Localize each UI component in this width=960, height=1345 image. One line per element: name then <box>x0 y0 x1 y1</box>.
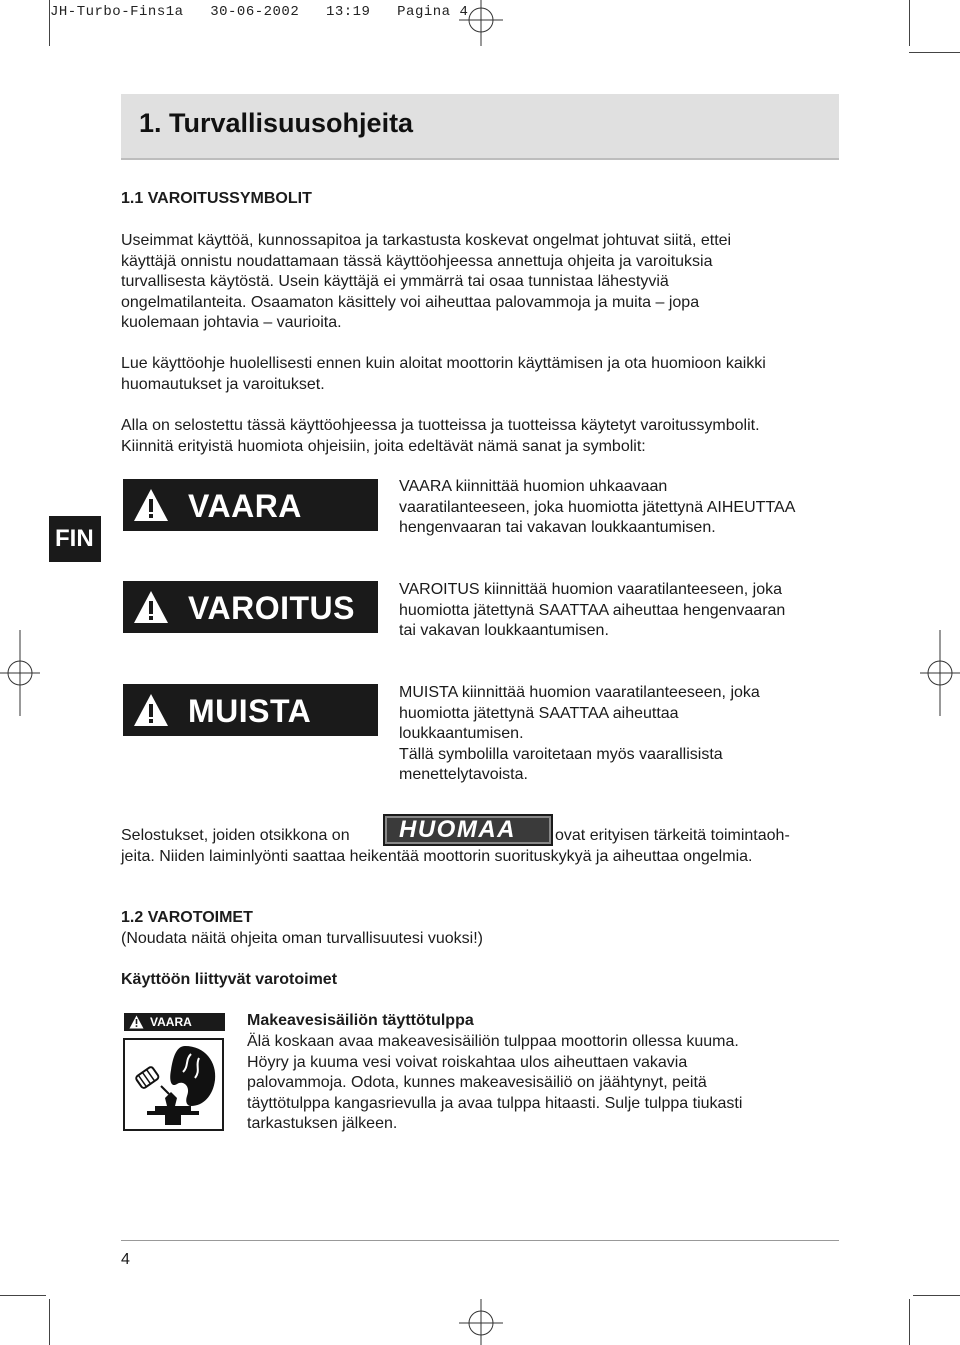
intro-paragraph <box>121 231 841 334</box>
symbol-muista <box>123 684 378 736</box>
warning-triangle-icon <box>133 488 169 522</box>
text-line: Useimmat käyttöä, kunnossapitoa ja tarkastusta koskevat ongelmat johtuvat siitä, ettei <box>121 232 732 249</box>
warning-triangle-icon <box>129 1015 144 1029</box>
text-line: menettelytavoista. <box>399 766 528 783</box>
text-line: Tällä symbolilla varoitetaan myös vaarallisista <box>399 745 723 763</box>
radiator-cap-illustration <box>123 1038 224 1131</box>
text-line: tarkastuksen jälkeen. <box>247 1115 398 1132</box>
huomaa-label-box <box>383 814 553 846</box>
symbol-vaara <box>123 479 378 531</box>
language-tab-label: FIN <box>55 525 94 552</box>
text-line: Lue käyttöohje huolellisesti ennen kuin aloitat moottorin käyttämisen ja ota huomioon kaikki <box>121 355 766 372</box>
steam-burn-hand-icon <box>125 1040 222 1129</box>
precautions-group-title: Käyttöön liittyvät varotoimet <box>121 971 338 988</box>
symbol-varoitus <box>123 581 378 633</box>
footer-rule <box>121 1240 839 1241</box>
text-line: vaaratilanteeseen, joka huomiotta jätettynä AIHEUTTAA <box>399 498 796 516</box>
chapter-title-band <box>121 94 839 160</box>
huomaa-sentence-end: ovat erityisen tärkeitä toimintaoh- <box>555 827 790 844</box>
text-line: täyttötulppa kangasrievulla ja avaa tulppa hitaasti. Sulje tulppa tiukasti <box>247 1094 743 1112</box>
huomaa-sentence-line2: jeita. Niiden laiminlyönti saattaa heikentää moottorin suorituskykyä ja aiheuttaa ongelmia. <box>121 848 753 865</box>
text-line: hengenvaaran tai vakavan loukkaantumisen. <box>399 519 716 536</box>
symbol-word: VAARA <box>188 488 302 524</box>
item-body <box>247 1032 837 1135</box>
text-line: huomautukset ja varoitukset. <box>121 375 325 393</box>
registration-mark-left <box>0 630 40 716</box>
symbol-varoitus-description <box>399 580 839 642</box>
section-heading-1-1: 1.1 VAROITUSSYMBOLIT <box>121 190 312 207</box>
item-title: Makeavesisäiliön täyttötulppa <box>247 1012 474 1029</box>
chapter-title: 1. Turvallisuusohjeita <box>139 108 414 138</box>
text-line: turvallisesta käytöstä. Usein käyttäjä ei ymmärrä tai osaa tunnistaa lähestyviä <box>121 273 669 290</box>
symbol-word: MUISTA <box>188 693 312 729</box>
section-heading-1-2: 1.2 VAROTOIMET <box>121 909 253 926</box>
text-line: tai vakavan loukkaantumisen. <box>399 622 609 639</box>
small-vaara-badge <box>124 1013 225 1031</box>
small-vaara-label: VAARA <box>150 1015 192 1029</box>
symbol-word: VAROITUS <box>188 590 355 626</box>
language-tab <box>49 516 101 562</box>
text-line: kuolemaan johtavia – vaurioita. <box>121 314 342 331</box>
text-line: loukkaantumisen. <box>399 725 524 742</box>
registration-mark-top <box>455 0 507 46</box>
text-line: huomiotta jätettynä SAATTAA aiheuttaa hengenvaaran <box>399 601 786 619</box>
text-line: palovammoja. Odota, kunnes makeavesisäiliö on jäähtynyt, peitä <box>247 1074 707 1091</box>
text-line: MUISTA kiinnittää huomion vaaratilanteeseen, joka <box>399 684 760 701</box>
symbols-intro-paragraph <box>121 416 841 457</box>
registration-mark-right <box>920 630 960 716</box>
text-line: ongelmatilanteita. Osaamaton käsittely voi aiheuttaa palovammoja ja muita – jopa <box>121 293 700 311</box>
warning-triangle-icon <box>133 590 169 624</box>
text-line: Älä koskaan avaa makeavesisäiliön tulppaa moottorin ollessa kuuma. <box>247 1033 739 1050</box>
symbol-vaara-description <box>399 477 839 539</box>
text-line: huomiotta jätettynä SAATTAA aiheuttaa <box>399 704 679 722</box>
registration-mark-bottom <box>455 1299 507 1345</box>
text-line: VAARA kiinnittää huomion uhkaavaan <box>399 478 668 495</box>
warning-triangle-icon <box>133 693 169 727</box>
section-subheading: (Noudata näitä ohjeita oman turvallisuutesi vuoksi!) <box>121 930 483 947</box>
text-line: Alla on selostettu tässä käyttöohjeessa ja tuotteissa ja tuotteissa käytetyt varoitussymbolit. <box>121 417 760 434</box>
symbol-muista-description <box>399 683 839 786</box>
text-line: Kiinnitä erityistä huomiota ohjeisiin, joita edeltävät nämä sanat ja symbolit: <box>121 437 646 455</box>
page-number: 4 <box>121 1251 130 1268</box>
text-line: Höyry ja kuuma vesi voivat roiskahtaa ulos aiheuttaen vakavia <box>247 1053 688 1071</box>
print-header: JH-Turbo-Fins1a 30-06-2002 13:19 Pagina 4 <box>50 4 469 20</box>
huomaa-label: HUOMAA <box>399 816 516 843</box>
text-line: käyttäjä onnistu noudattamaan tässä käyttöohjeessa annettuja ohjeita ja varoituksia <box>121 252 713 270</box>
huomaa-sentence-start: Selostukset, joiden otsikkona on <box>121 827 350 844</box>
text-line: VAROITUS kiinnittää huomion vaaratilanteeseen, joka <box>399 581 783 598</box>
read-manual-paragraph <box>121 354 841 395</box>
